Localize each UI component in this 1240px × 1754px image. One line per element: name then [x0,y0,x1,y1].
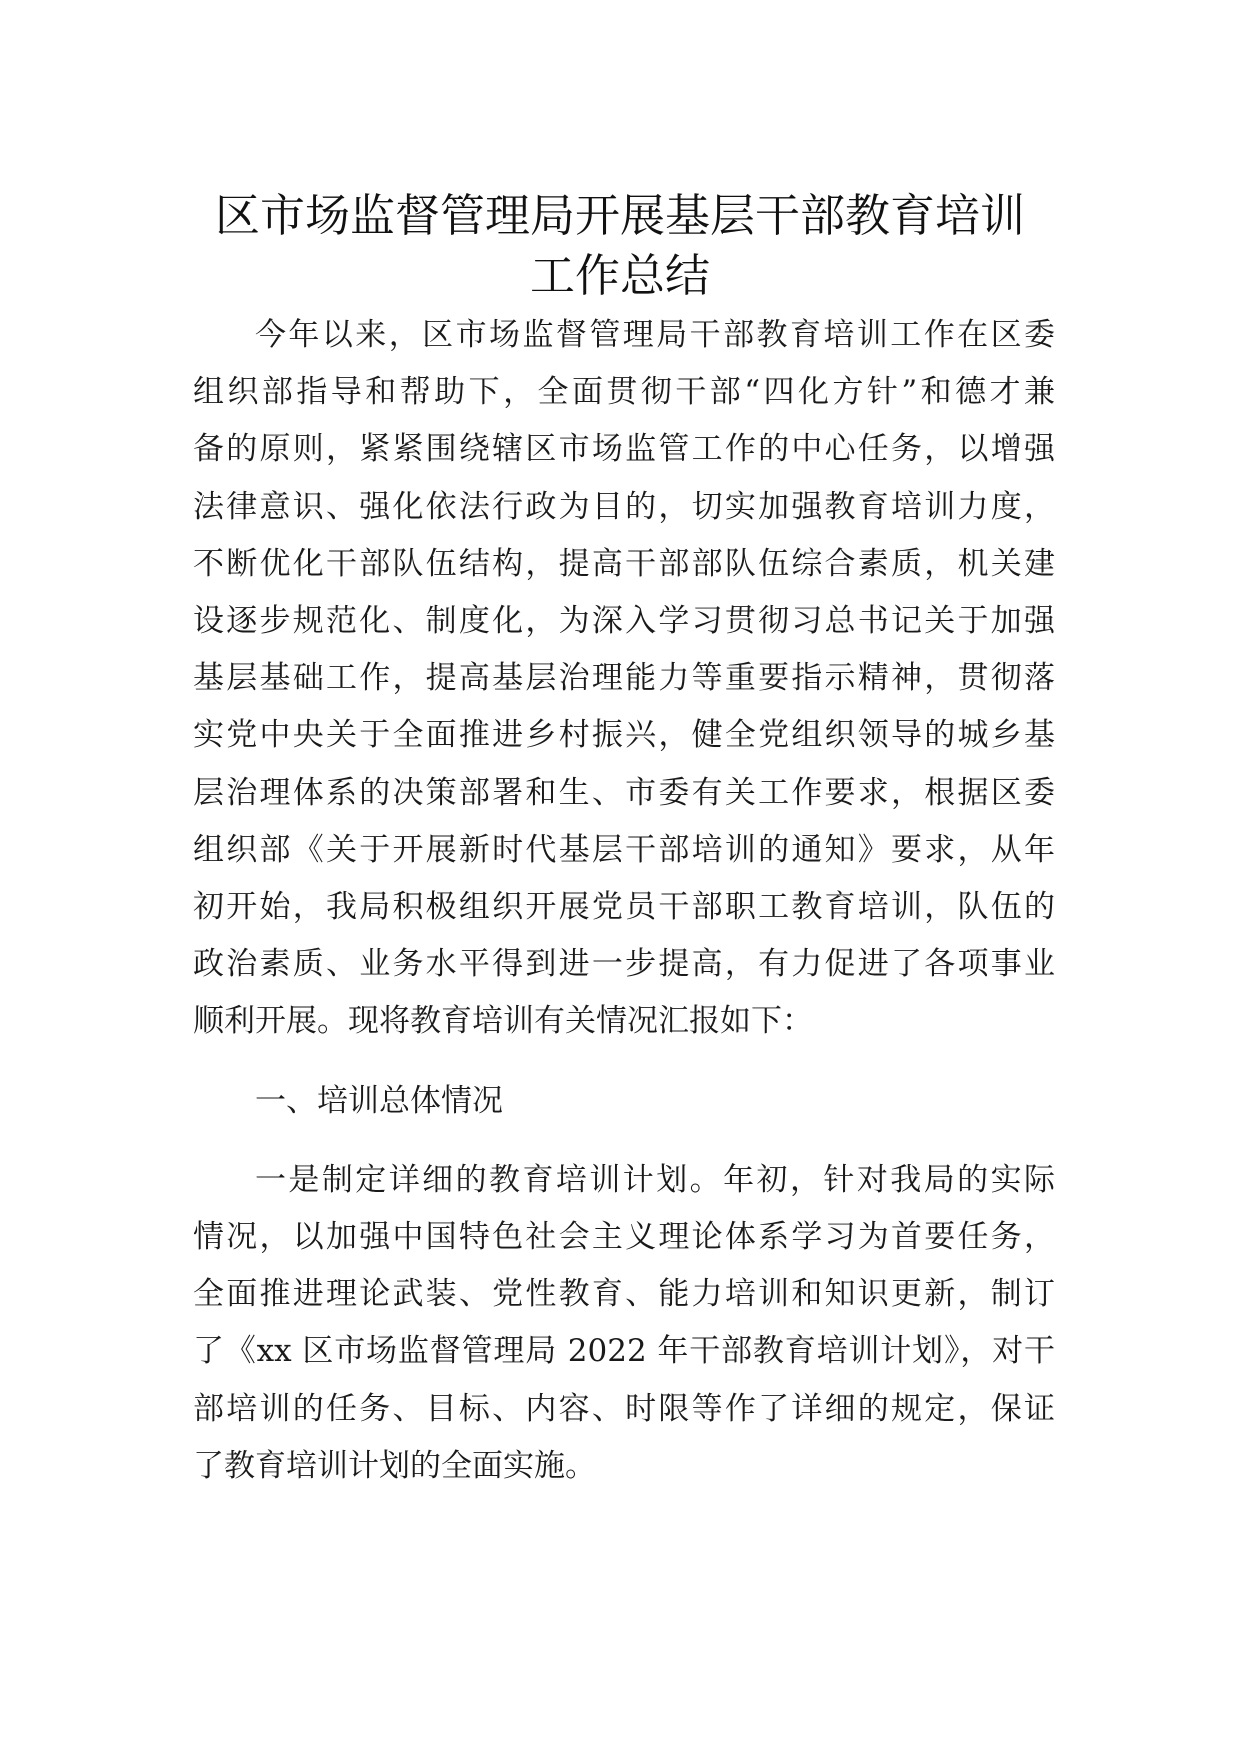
intro-paragraph [193,307,1055,1051]
paragraph-line: 全面推进理论武装、党性教育、能力培训和知识更新，制订 [193,1276,1055,1313]
paragraph-line: 层治理体系的决策部署和生、市委有关工作要求，根据区委 [193,774,1055,811]
paragraph-line: 了《xx 区市场监督管理局 2022 年干部教育培训计划》，对干 [193,1333,1055,1370]
title-line-2: 工作总结 [529,249,710,302]
paragraph-line: 了教育培训计划的全面实施。 [193,1447,596,1484]
paragraph-line: 组织部《关于开展新时代基层干部培训的通知》要求，从年 [193,831,1055,868]
paragraph-line: 顺利开展。现将教育培训有关情况汇报如下： [193,1003,813,1040]
section-heading: 一、培训总体情况 [255,1082,503,1119]
paragraph-line: 设逐步规范化、制度化，为深入学习贯彻习总书记关于加强 [193,603,1055,640]
paragraph-line: 情况，以加强中国特色社会主义理论体系学习为首要任务， [193,1219,1055,1256]
paragraph-line: 一是制定详细的教育培训计划。年初，针对我局的实际 [255,1161,1055,1198]
section-paragraph [193,1152,1055,1495]
paragraph-line: 实党中央关于全面推进乡村振兴，健全党组织领导的城乡基 [193,717,1055,754]
paragraph-line: 组织部指导和帮助下，全面贯彻干部“四化方针”和德才兼 [193,374,1055,411]
paragraph-line: 政治素质、业务水平得到进一步提高，有力促进了各项事业 [193,946,1055,983]
paragraph-line: 部培训的任务、目标、内容、时限等作了详细的规定，保证 [193,1390,1055,1427]
paragraph-line: 初开始，我局积极组织开展党员干部职工教育培训，队伍的 [193,889,1055,926]
paragraph-line: 备的原则，紧紧围绕辖区市场监管工作的中心任务，以增强 [193,431,1055,468]
document-title [190,186,1050,306]
paragraph-line: 法律意识、强化依法行政为目的，切实加强教育培训力度， [193,488,1055,525]
title-line-1: 区市场监督管理局开展基层干部教育培训 [214,189,1025,242]
paragraph-line: 基层基础工作，提高基层治理能力等重要指示精神，贯彻落 [193,660,1055,697]
document-body [193,307,1055,1495]
paragraph-line: 今年以来，区市场监督管理局干部教育培训工作在区委 [255,317,1055,353]
paragraph-line: 不断优化干部队伍结构，提高干部部队伍综合素质，机关建 [193,545,1055,582]
